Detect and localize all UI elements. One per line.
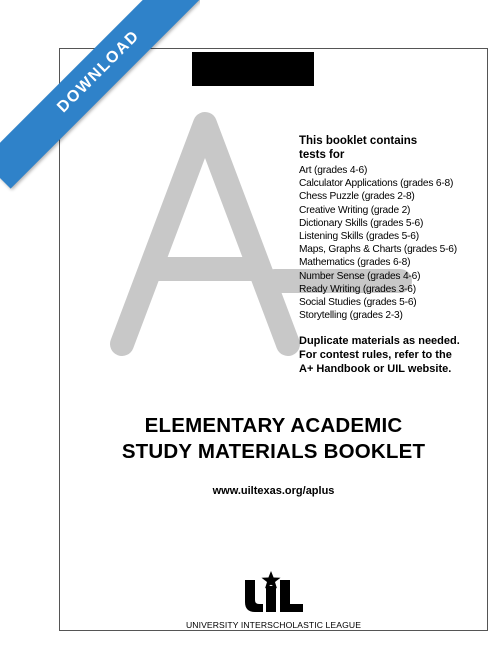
- uil-logo-icon: [243, 570, 305, 614]
- title-line: ELEMENTARY ACADEMIC: [144, 414, 403, 437]
- list-item: Maps, Graphs & Charts (grades 5-6): [299, 244, 457, 256]
- list-item: Calculator Applications (grades 6-8): [299, 178, 454, 190]
- note-line: For contest rules, refer to the: [299, 349, 452, 362]
- contents-heading: This booklet contains: [299, 135, 418, 147]
- contents-heading-cont: tests for: [299, 149, 345, 161]
- download-button[interactable]: DOWNLOAD: [0, 0, 200, 189]
- list-item: Listening Skills (grades 5-6): [299, 231, 419, 243]
- download-ribbon[interactable]: [0, 0, 200, 200]
- list-item: Creative Writing (grade 2): [299, 204, 411, 216]
- website-link[interactable]: www.uiltexas.org/aplus: [212, 485, 335, 497]
- note-line: Duplicate materials as needed.: [299, 335, 460, 348]
- contents-list: [299, 134, 488, 376]
- list-item: Dictionary Skills (grades 5-6): [299, 217, 424, 229]
- booklet-title: [60, 413, 487, 465]
- list-item: Number Sense (grades 4-6): [299, 270, 421, 282]
- list-item: Storytelling (grades 2-3): [299, 310, 403, 322]
- list-item: Social Studies (grades 5-6): [299, 297, 417, 309]
- list-item: Art (grades 4-6): [299, 165, 368, 176]
- list-item: Mathematics (grades 6-8): [299, 257, 411, 269]
- title-line: STUDY MATERIALS BOOKLET: [121, 440, 426, 463]
- organization-name: UNIVERSITY INTERSCHOLASTIC LEAGUE: [185, 620, 362, 630]
- note-line: A+ Handbook or UIL website.: [299, 363, 452, 376]
- list-item: Ready Writing (grades 3-6): [299, 283, 416, 295]
- list-item: Chess Puzzle (grades 2-8): [299, 191, 415, 203]
- duplication-note: [299, 334, 488, 376]
